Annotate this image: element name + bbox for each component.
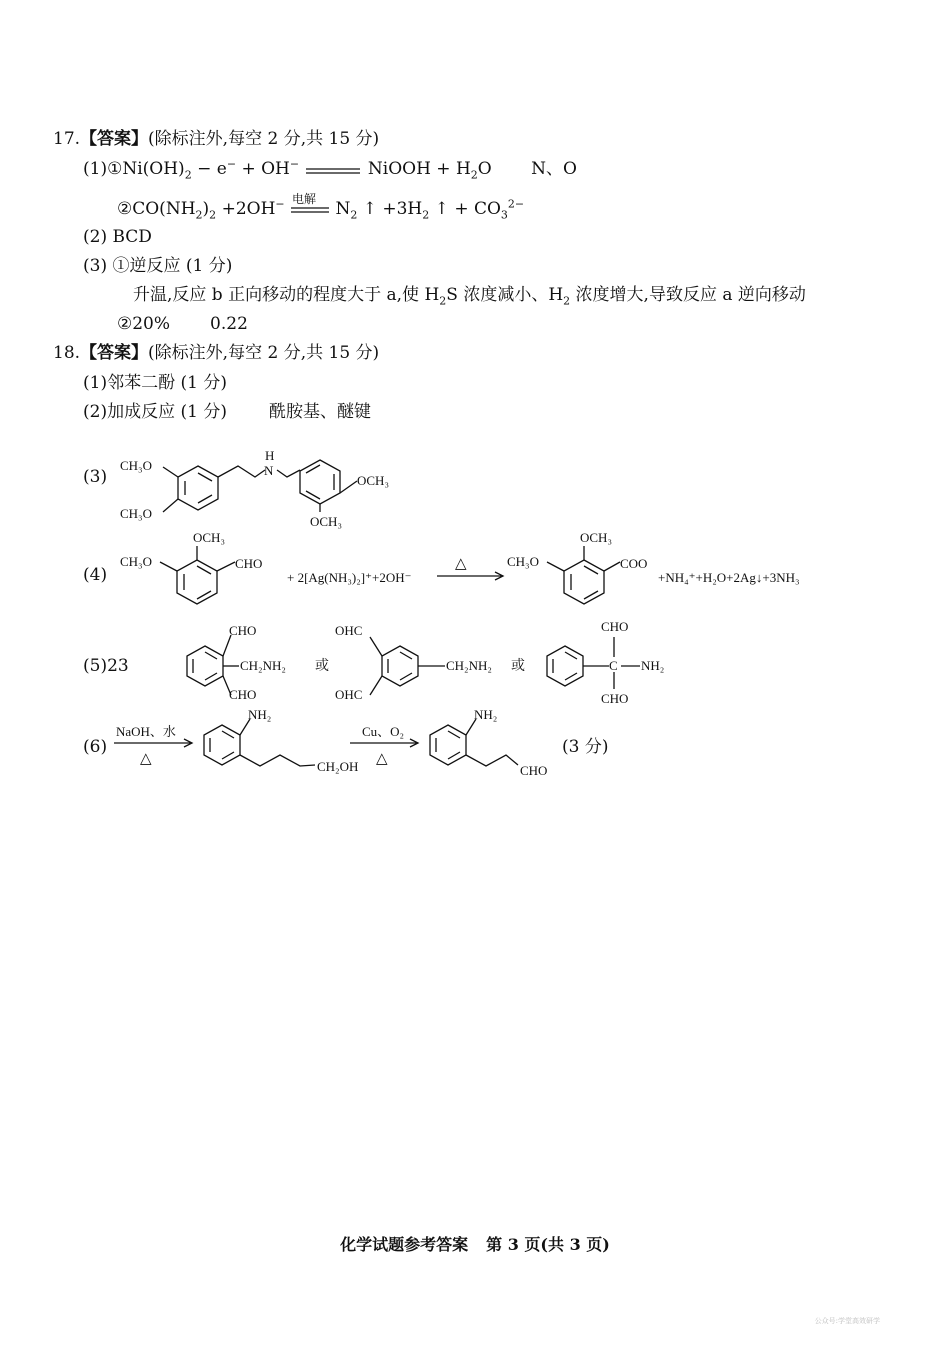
s3-ch3o-bottom: CH₃O bbox=[120, 506, 152, 521]
q18-number: 18. bbox=[53, 343, 81, 363]
s4-cho: CHO bbox=[235, 556, 263, 571]
s6-ch2oh: CH₂OH bbox=[317, 759, 359, 774]
q17-part1: $(1)①Ni(OH)_2 - e^- + OH^-$ NiOOH + $H_2O$ N、O bbox=[83, 157, 577, 182]
electrolysis-arrow bbox=[290, 191, 330, 215]
s5-b-ohc-bottom: OHC bbox=[335, 687, 363, 702]
q18-part6-label: (6) bbox=[83, 737, 108, 757]
s4-condition: △ bbox=[455, 556, 467, 572]
q18-part6-score: (3 分) bbox=[562, 737, 609, 757]
s3-h: H bbox=[265, 448, 275, 463]
s4-p-coo: COO bbox=[620, 556, 648, 571]
q18-part1: (1)邻苯二酚 (1 分) bbox=[83, 373, 227, 393]
q17-part2: (2) BCD bbox=[83, 227, 152, 247]
s3-och3-right: OCH₃ bbox=[357, 473, 389, 488]
s4-ch3o: CH₃O bbox=[120, 554, 152, 569]
q17-p1b-b: +2OH bbox=[221, 199, 276, 219]
q17-expl-b: S 浓度减小、H bbox=[446, 285, 564, 305]
q17-p1-eq-c: + OH bbox=[241, 159, 290, 179]
q17-p1b-d: ↑ +3H bbox=[362, 199, 423, 219]
q17-p1b-e: ↑ + CO bbox=[434, 199, 501, 219]
s5-a-ch2nh2: CH₂NH₂ bbox=[240, 658, 286, 673]
s5-a-cho-top: CHO bbox=[229, 623, 257, 638]
q17-part3-explanation: 升温,反应 b 正向移动的程度大于 a,使 $H_2S$ 浓度减小、$H_2$ 浓度增大,导致反应 a 逆向移动 bbox=[133, 285, 806, 308]
s4-products: +NH₄⁺+H₂O+2Ag↓+3NH₃ bbox=[658, 570, 800, 585]
q17-part1b: $②CO(NH_2)_2 +2OH^-$ 电解 $N_2$ ↑ $+3H_2$ ↑ + $CO_3^{2-}$ bbox=[117, 198, 524, 220]
q17-p1-eq-b: − e bbox=[197, 159, 227, 179]
page-footer bbox=[0, 1232, 950, 1255]
q18-part3-label: (3) bbox=[83, 467, 108, 487]
s6-cond1-top: NaOH、水 bbox=[116, 724, 176, 739]
s4-p-ch3o: CH₃O bbox=[507, 554, 539, 569]
q17-p1b-a: ②CO(NH bbox=[117, 199, 196, 219]
q17-part3-b bbox=[117, 313, 248, 335]
s5-or-2: 或 bbox=[511, 659, 525, 674]
footer-page-number: 第 3 页(共 3 页) bbox=[486, 1235, 610, 1254]
q17-expl-a: 升温,反应 b 正向移动的程度大于 a,使 H bbox=[133, 285, 440, 305]
electrolysis-condition: 电解 bbox=[292, 191, 317, 206]
q17-p3-c: 0.22 bbox=[210, 314, 248, 334]
q17-p3-b: ②20% bbox=[117, 314, 171, 334]
s3-och3-bottom: OCH₃ bbox=[310, 514, 342, 529]
q18-header bbox=[53, 342, 379, 364]
s4-reagent: + 2[Ag(NH₃)₂]⁺+2OH⁻ bbox=[287, 570, 412, 585]
q18-part2 bbox=[83, 401, 371, 423]
q17-part3-a: (3) ①逆反应 (1 分) bbox=[83, 256, 233, 276]
s3-ring-left bbox=[178, 466, 218, 510]
footer-title: 化学试题参考答案 bbox=[340, 1235, 469, 1254]
q18-answer-tag: 【答案】 bbox=[80, 343, 149, 363]
s4-och3: OCH₃ bbox=[193, 530, 225, 545]
q18-part6-route bbox=[110, 705, 570, 785]
q18-part4-label: (4) bbox=[83, 565, 108, 585]
s6-cho: CHO bbox=[520, 763, 548, 778]
s5-or-1: 或 bbox=[315, 659, 329, 674]
s6-cond1-bottom: △ bbox=[140, 751, 152, 767]
s5-b-ch2nh2: CH₂NH₂ bbox=[446, 658, 492, 673]
s3-ch3o-top: CH₃O bbox=[120, 458, 152, 473]
s5-c-nh2: NH₂ bbox=[641, 658, 665, 673]
q17-p1-eq-a: ①Ni(OH) bbox=[107, 159, 185, 179]
q18-p2-b: 酰胺基、醚键 bbox=[268, 402, 371, 422]
q17-note: (除标注外,每空 2 分,共 15 分) bbox=[148, 129, 380, 149]
q18-note: (除标注外,每空 2 分,共 15 分) bbox=[148, 343, 380, 363]
s3-n: N bbox=[264, 463, 274, 478]
s5-c-cho-top: CHO bbox=[601, 619, 629, 634]
s6-cond2-bottom: △ bbox=[376, 751, 388, 767]
q17-p1-eq-d: NiOOH + H bbox=[367, 159, 471, 179]
s6-cond2-top: Cu、O₂ bbox=[362, 724, 405, 739]
q17-p1-eq-e: O bbox=[477, 159, 492, 179]
q18-part3-structure bbox=[115, 440, 425, 530]
s6-nh2-a: NH₂ bbox=[248, 707, 272, 722]
q17-expl-c: 浓度增大,导致反应 a 逆向移动 bbox=[570, 285, 806, 305]
s5-b-ohc-top: OHC bbox=[335, 623, 363, 638]
s5-c-c: C bbox=[609, 658, 618, 673]
q18-part5-label: (5)23 bbox=[83, 656, 129, 676]
q17-p1-label: (1) bbox=[83, 159, 108, 179]
q18-part4-reaction bbox=[115, 526, 855, 616]
s6-nh2-b: NH₂ bbox=[474, 707, 498, 722]
q17-header bbox=[53, 128, 379, 150]
s5-c-cho-bottom: CHO bbox=[601, 691, 629, 706]
q18-p2-a: (2)加成反应 (1 分) bbox=[83, 402, 227, 422]
q17-number: 17. bbox=[53, 129, 81, 149]
watermark: 公众号:学堂高效研学 bbox=[814, 1317, 880, 1325]
s4-p-och3: OCH₃ bbox=[580, 530, 612, 545]
s5-a-cho-bottom: CHO bbox=[229, 687, 257, 702]
q17-answer-tag: 【答案】 bbox=[80, 129, 149, 149]
q17-p1b-c: N bbox=[335, 199, 351, 219]
equal-sign bbox=[304, 159, 362, 181]
q17-p1-answer2: N、O bbox=[531, 159, 577, 179]
q18-part5-structures bbox=[165, 615, 685, 710]
